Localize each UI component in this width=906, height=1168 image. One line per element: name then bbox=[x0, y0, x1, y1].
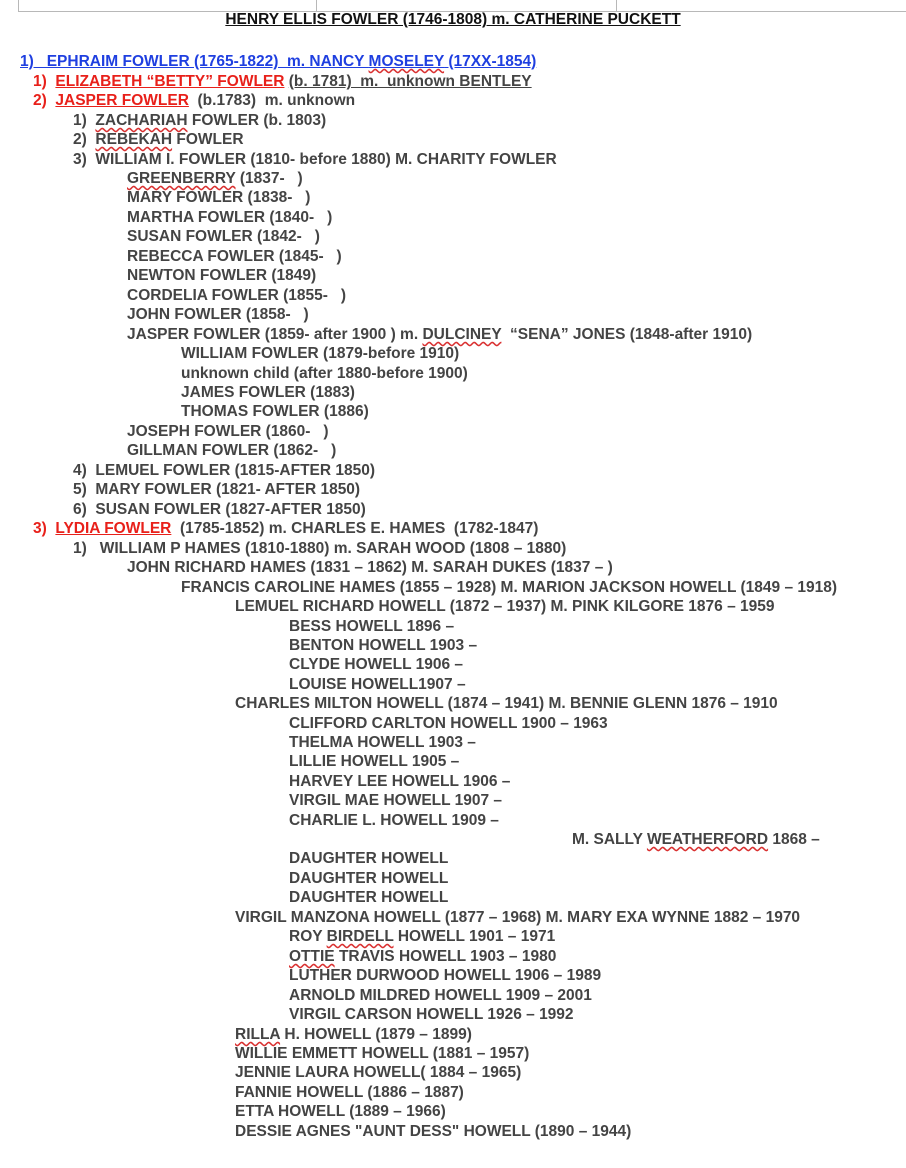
tree-line: 1) EPHRAIM FOWLER (1765-1822) m. NANCY MOSELEY (17XX-1854) bbox=[20, 53, 537, 70]
tree-line: SUSAN FOWLER (1842- ) bbox=[127, 228, 320, 245]
tree-line: VIRGIL MAE HOWELL 1907 – bbox=[289, 792, 503, 809]
tree-line: REBECCA FOWLER (1845- ) bbox=[127, 248, 342, 265]
tree-line: THOMAS FOWLER (1886) bbox=[181, 403, 369, 420]
tree-line: 2) REBEKAH FOWLER bbox=[73, 131, 244, 148]
tree-line: CLIFFORD CARLTON HOWELL 1900 – 1963 bbox=[289, 715, 608, 732]
tree-line: ROY BIRDELL HOWELL 1901 – 1971 bbox=[289, 928, 556, 945]
tree-line: DAUGHTER HOWELL bbox=[289, 850, 449, 867]
tree-line: DESSIE AGNES "AUNT DESS" HOWELL (1890 – 1944) bbox=[235, 1123, 632, 1140]
tree-line: 1) WILLIAM P HAMES (1810-1880) m. SARAH WOOD (1808 – 1880) bbox=[73, 540, 567, 557]
tree-line: FANNIE HOWELL (1886 – 1887) bbox=[235, 1084, 464, 1101]
tree-line: RILLA H. HOWELL (1879 – 1899) bbox=[235, 1026, 472, 1043]
tree-line: JAMES FOWLER (1883) bbox=[181, 384, 355, 401]
tree-line: THELMA HOWELL 1903 – bbox=[289, 734, 476, 751]
tree-line: CHARLES MILTON HOWELL (1874 – 1941) M. BENNIE GLENN 1876 – 1910 bbox=[235, 695, 778, 712]
tree-line: VIRGIL MANZONA HOWELL (1877 – 1968) M. MARY EXA WYNNE 1882 – 1970 bbox=[235, 909, 801, 926]
tree-line: JASPER FOWLER (1859- after 1900 ) m. DULCINEY “SENA” JONES (1848-after 1910) bbox=[127, 326, 753, 343]
tree-line: BENTON HOWELL 1903 – bbox=[289, 637, 478, 654]
tree-line: LEMUEL RICHARD HOWELL (1872 – 1937) M. PINK KILGORE 1876 – 1959 bbox=[235, 598, 775, 615]
tree-line: MARY FOWLER (1838- ) bbox=[127, 189, 311, 206]
tree-line: JOSEPH FOWLER (1860- ) bbox=[127, 423, 329, 440]
page-title: HENRY ELLIS FOWLER (1746-1808) m. CATHERINE PUCKETT bbox=[225, 11, 681, 28]
tree-line: ARNOLD MILDRED HOWELL 1909 – 2001 bbox=[289, 987, 592, 1004]
tree-line: 1) ZACHARIAH FOWLER (b. 1803) bbox=[73, 112, 327, 129]
tree-line: DAUGHTER HOWELL bbox=[289, 889, 449, 906]
tree-line: 1) ELIZABETH “BETTY” FOWLER (b. 1781) m. unknown BENTLEY bbox=[33, 73, 532, 90]
tree-line: HARVEY LEE HOWELL 1906 – bbox=[289, 773, 511, 790]
tree-line: CORDELIA FOWLER (1855- ) bbox=[127, 287, 347, 304]
tree-line: FRANCIS CAROLINE HAMES (1855 – 1928) M. MARION JACKSON HOWELL (1849 – 1918) bbox=[181, 579, 838, 596]
tree-line: NEWTON FOWLER (1849) bbox=[127, 267, 317, 284]
tree-line: MARTHA FOWLER (1840- ) bbox=[127, 209, 333, 226]
tree-line: GILLMAN FOWLER (1862- ) bbox=[127, 442, 337, 459]
tree-line: JENNIE LAURA HOWELL( 1884 – 1965) bbox=[235, 1064, 522, 1081]
tree-line: LUTHER DURWOOD HOWELL 1906 – 1989 bbox=[289, 967, 602, 984]
tree-line: WILLIE EMMETT HOWELL (1881 – 1957) bbox=[235, 1045, 530, 1062]
tree-line: WILLIAM FOWLER (1879-before 1910) bbox=[181, 345, 460, 362]
tree-line: 5) MARY FOWLER (1821- AFTER 1850) bbox=[73, 481, 361, 498]
tree-line: 3) WILLIAM I. FOWLER (1810- before 1880) M. CHARITY FOWLER bbox=[73, 151, 557, 168]
tree-line: OTTIE TRAVIS HOWELL 1903 – 1980 bbox=[289, 948, 557, 965]
tree-line: JOHN FOWLER (1858- ) bbox=[127, 306, 309, 323]
tree-line: 3) LYDIA FOWLER (1785-1852) m. CHARLES E. HAMES (1782-1847) bbox=[33, 520, 539, 537]
tree-line: BESS HOWELL 1896 – bbox=[289, 618, 455, 635]
tree-line: JOHN RICHARD HAMES (1831 – 1862) M. SARAH DUKES (1837 – ) bbox=[127, 559, 613, 576]
tree-line: DAUGHTER HOWELL bbox=[289, 870, 449, 887]
tree-line: 6) SUSAN FOWLER (1827-AFTER 1850) bbox=[73, 501, 366, 518]
tree-line: CHARLIE L. HOWELL 1909 – bbox=[289, 812, 499, 829]
tree-line: 4) LEMUEL FOWLER (1815-AFTER 1850) bbox=[73, 462, 376, 479]
tree-line: M. SALLY WEATHERFORD 1868 – bbox=[572, 831, 820, 848]
tree-line: ETTA HOWELL (1889 – 1966) bbox=[235, 1103, 446, 1120]
tree-line: LILLIE HOWELL 1905 – bbox=[289, 753, 460, 770]
tree-line: unknown child (after 1880-before 1900) bbox=[181, 365, 468, 382]
tree-line: CLYDE HOWELL 1906 – bbox=[289, 656, 464, 673]
tree-line: VIRGIL CARSON HOWELL 1926 – 1992 bbox=[289, 1006, 574, 1023]
tree-line: LOUISE HOWELL1907 – bbox=[289, 676, 466, 693]
tree-line: GREENBERRY (1837- ) bbox=[127, 170, 303, 187]
tree-line: 2) JASPER FOWLER (b.1783) m. unknown bbox=[33, 92, 356, 109]
